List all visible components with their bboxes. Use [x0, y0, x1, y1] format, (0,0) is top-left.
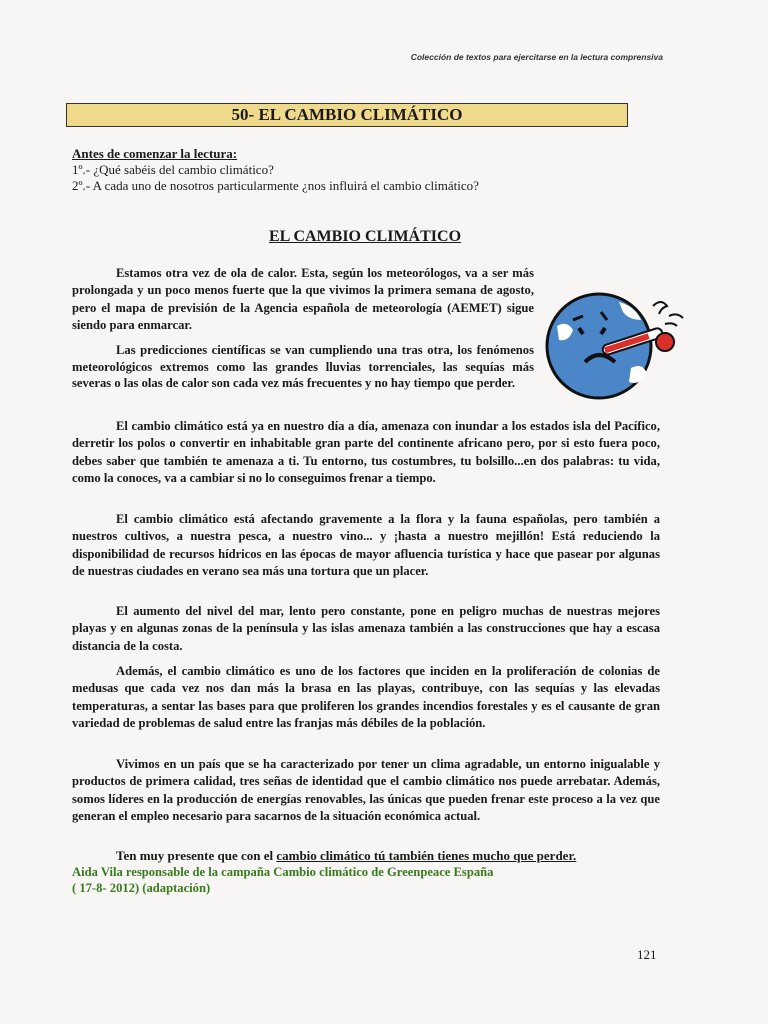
closing-underlined: cambio climático tú también tienes mucho que perder. [276, 848, 577, 863]
intro-heading: Antes de comenzar la lectura: [72, 146, 238, 161]
page-number: 121 [637, 947, 657, 962]
credit-date: ( 17-8- 2012) (adaptación) [72, 881, 211, 895]
paragraph-3: El cambio climático está ya en nuestro día a día, amenaza con inundar a los estados isla del Pacífico, derretir los polos o convertir en inhabitable gran parte del continente africano pero, por si esto fuera poco, debes saber que también te amenaza a ti. Tu entorno, tus costumbres, tu bolsillo...en dos palabras: tu vida, como la conoces, va a cambiar si no lo conseguimos frenar a tiempo. [72, 419, 660, 485]
intro-question-2: 2º.- A cada uno de nosotros particularmente ¿nos influirá el cambio climático? [72, 178, 479, 193]
section-title: EL CAMBIO CLIMÁTICO [268, 228, 462, 245]
paragraph-4: El cambio climático está afectando gravemente a la flora y la fauna españolas, pero también a nuestros cultivos, a nuestra pesca, a nuestro vino... y ¡hasta a nuestro mejillón! Está reduciendo la disponibilidad de recursos hídricos en las épocas de mayor afluencia turística y hace que pasear por algunas de nuestras ciudades en verano sea más una tortura que un placer. [72, 512, 660, 578]
source-credit [72, 864, 493, 896]
header-note: Colección de textos para ejercitarse en la lectura comprensiva [410, 52, 663, 62]
page-title: 50- EL CAMBIO CLIMÁTICO [66, 103, 628, 127]
paragraph-7: Vivimos en un país que se ha caracterizado por tener un clima agradable, un entorno inigualable y productos de primera calidad, tres señas de identidad que el cambio climático nos puede arrebatar. Además, somos líderes en la producción de energías renovables, las únicas que pueden frenar este proceso a la vez que generan el empleo necesario para sacarnos de la situación económica actual. [72, 757, 660, 823]
intro-question-1: 1º.- ¿Qué sabéis del cambio climático? [72, 162, 274, 177]
closing-sentence [72, 848, 662, 864]
sick-earth-thermometer-icon [543, 290, 693, 402]
closing-prefix: Ten muy presente que con el [116, 848, 277, 863]
paragraph-6: Además, el cambio climático es uno de los factores que inciden en la proliferación de colonias de medusas que cada vez nos dan más la brasa en las playas, contribuye, con las sequías y las elevadas temperaturas, a sentar las bases para que proliferen los grandes incendios forestales y es el causante de gran variedad de problemas de salud entre las franjas más débiles de la población. [72, 664, 660, 730]
intro-questions [72, 146, 672, 194]
credit-author: Aida Vila responsable de la campaña Cambio climático de Greenpeace España [72, 865, 494, 879]
paragraph-1: Estamos otra vez de ola de calor. Esta, según los meteorólogos, va a ser más prolongada y un poco menos fuerte que la que vivimos la primera semana de agosto, pero el mapa de previsión de la Agencia española de meteorología (AEMET) sigue siendo para enmarcar. [72, 266, 534, 332]
paragraph-5: El aumento del nivel del mar, lento pero constante, pone en peligro muchas de nuestras mejores playas y en algunas zonas de la península y las islas amenaza también a las construcciones que hay a escasa distancia de la costa. [72, 604, 660, 653]
paragraph-2: Las predicciones científicas se van cumpliendo una tras otra, los fenómenos meteorológicos extremos como las grandes lluvias torrenciales, las sequías más severas o las olas de calor son cada vez más frecuentes y no hay tiempo que perder. [72, 343, 534, 390]
